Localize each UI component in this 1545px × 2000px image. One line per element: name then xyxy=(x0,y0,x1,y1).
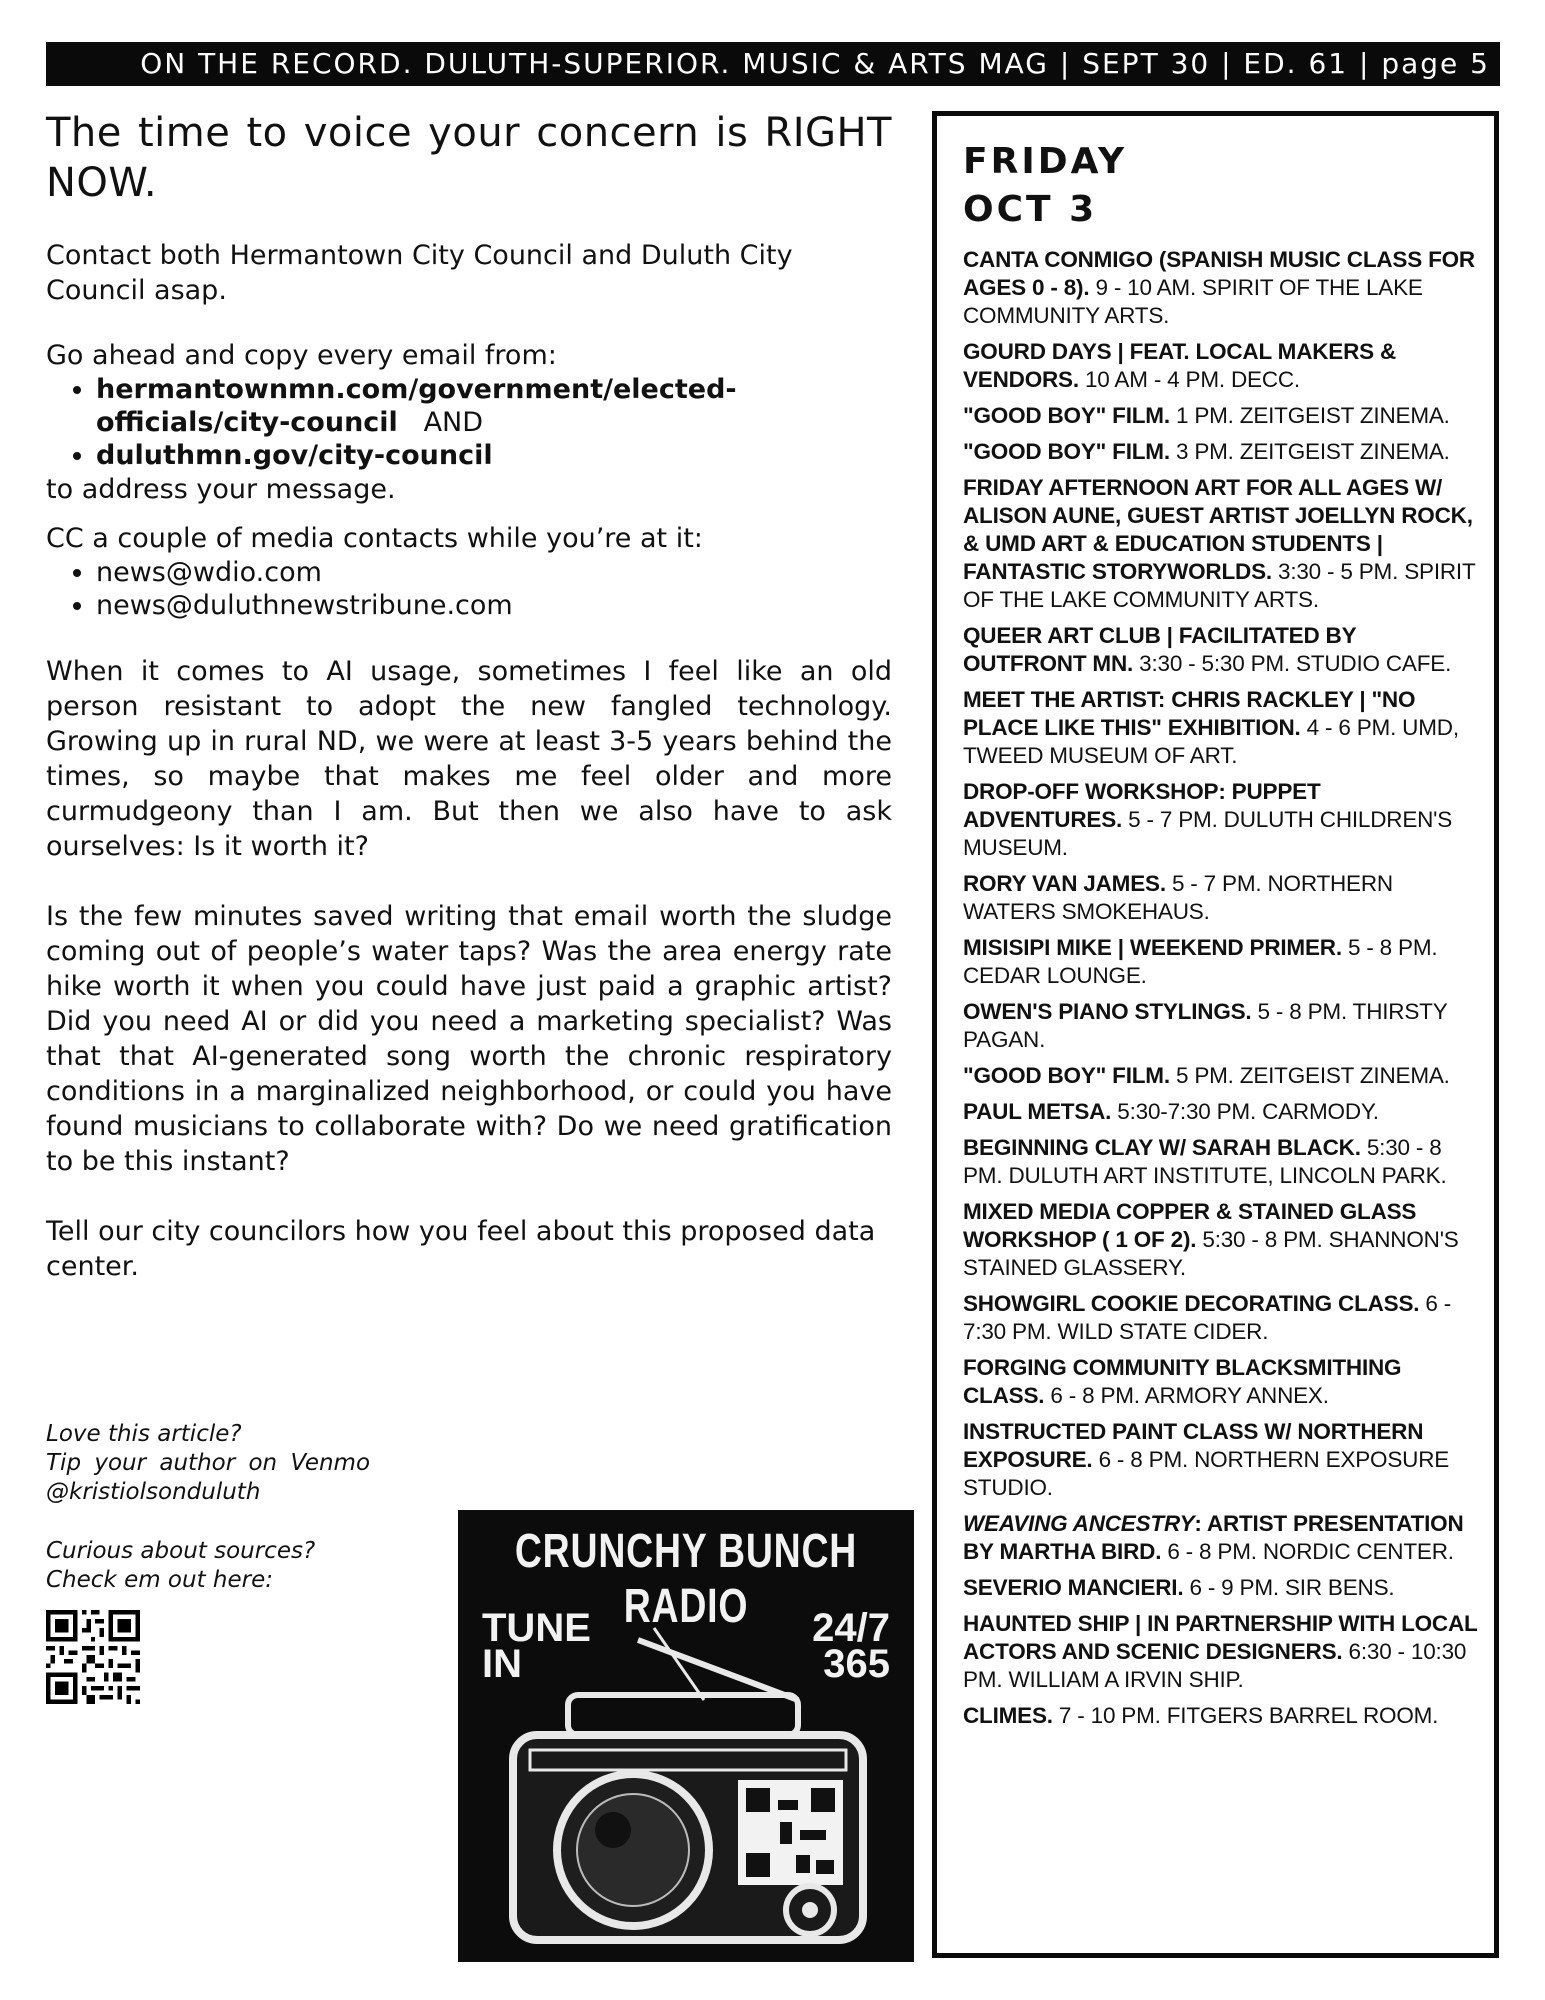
list-item xyxy=(96,439,892,472)
event-details: 3:30 - 5:30 PM. STUDIO CAFE. xyxy=(1139,651,1452,676)
tip-block xyxy=(46,1420,426,1595)
event-title: "GOOD BOY" FILM. xyxy=(963,439,1170,464)
event-title: MEET THE ARTIST: CHRIS RACKLEY | "NO PLACE LIKE THIS" EXHIBITION. xyxy=(963,687,1416,740)
article xyxy=(46,108,892,1284)
event-title: RORY VAN JAMES. xyxy=(963,871,1166,896)
event-details: 9 - 10 AM. SPIRIT OF THE LAKE COMMUNITY ARTS. xyxy=(963,275,1423,328)
event-title: "GOOD BOY" FILM. xyxy=(963,403,1170,428)
venmo-handle[interactable]: @kristiolsonduluth xyxy=(46,1479,261,1505)
event-title: SHOWGIRL COOKIE DECORATING CLASS. xyxy=(963,1291,1420,1316)
event-details: 5:30 - 8 PM. SHANNON'S STAINED GLASSERY. xyxy=(963,1227,1459,1280)
event-details: 5 - 7 PM. NORTHERN WATERS SMOKEHAUS. xyxy=(963,871,1393,924)
event-item xyxy=(963,438,1483,466)
radio-ad-title: CRUNCHY BUNCH RADIO xyxy=(514,1525,858,1633)
list-item xyxy=(96,373,892,439)
hours-text: 24/7 xyxy=(812,1606,890,1650)
sidebar-date-heading xyxy=(963,138,1127,234)
media-email-wdio[interactable]: • news@wdio.com xyxy=(96,556,892,589)
and-text: AND xyxy=(423,407,484,438)
event-item xyxy=(963,402,1483,430)
event-details: 4 - 6 PM. UMD, TWEED MUSEUM OF ART. xyxy=(963,715,1459,768)
event-details: 5 - 7 PM. DULUTH CHILDREN'S MUSEUM. xyxy=(963,807,1453,860)
event-details: 5:30-7:30 PM. CARMODY. xyxy=(1117,1099,1379,1124)
event-details: 5 - 8 PM. THIRSTY PAGAN. xyxy=(963,999,1448,1052)
event-details: 1 PM. ZEITGEIST ZINEMA. xyxy=(1175,403,1450,428)
ai-paragraph: When it comes to AI usage, sometimes I feel like an old person resistant to adopt the new fangled technology. Growing up in rural ND, we were at least 3-5 years behind the times, so maybe that makes me feel older and more curmudgeony than I am. But then we also have to ask ourselves: Is it worth it? xyxy=(46,656,892,862)
tell-paragraph: Tell our city councilors how you feel about this proposed data center. xyxy=(46,1216,876,1282)
event-item xyxy=(963,778,1483,862)
tip-line-1: Love this article? xyxy=(46,1421,242,1447)
event-title: HAUNTED SHIP | IN PARTNERSHIP WITH LOCAL ACTORS AND SCENIC DESIGNERS. xyxy=(963,1611,1478,1664)
event-details: 7 - 10 PM. FITGERS BARREL ROOM. xyxy=(1058,1703,1439,1728)
event-details: 3 PM. ZEITGEIST ZINEMA. xyxy=(1175,439,1450,464)
event-item xyxy=(963,1354,1483,1410)
event-details: 10 AM - 4 PM. DECC. xyxy=(1084,367,1300,392)
event-item xyxy=(963,934,1483,990)
event-details: 6 - 8 PM. ARMORY ANNEX. xyxy=(1050,1383,1329,1408)
address-text: to address your message. xyxy=(46,474,396,505)
radio-schedule xyxy=(812,1606,890,1686)
event-title: BEGINNING CLAY W/ SARAH BLACK. xyxy=(963,1135,1361,1160)
crunchy-bunch-radio-ad xyxy=(458,1510,914,1962)
media-email-newstribune[interactable]: • news@duluthnewstribune.com xyxy=(96,589,892,622)
event-title: INSTRUCTED PAINT CLASS W/ NORTHERN EXPOSURE. xyxy=(963,1419,1424,1472)
event-title: CLIMES. xyxy=(963,1703,1053,1728)
event-list xyxy=(963,246,1483,1738)
event-item xyxy=(963,1418,1483,1502)
event-details: 5 PM. ZEITGEIST ZINEMA. xyxy=(1175,1063,1450,1088)
event-title: MISISIPI MIKE | WEEKEND PRIMER. xyxy=(963,935,1342,960)
event-details: 3:30 - 5 PM. SPIRIT OF THE LAKE COMMUNITY ARTS. xyxy=(963,559,1476,612)
sources-qr-code[interactable] xyxy=(46,1610,140,1704)
event-details: 5 - 8 PM. CEDAR LOUNGE. xyxy=(963,935,1438,988)
event-item xyxy=(963,1610,1483,1694)
cc-intro: CC a couple of media contacts while you’re at it: xyxy=(46,523,703,554)
event-title: FORGING COMMUNITY BLACKSMITHING CLASS. xyxy=(963,1355,1402,1408)
sources-line-2: Check em out here: xyxy=(46,1567,273,1593)
event-item xyxy=(963,1574,1483,1602)
event-details: 6 - 8 PM. NORDIC CENTER. xyxy=(1167,1539,1454,1564)
in-text: IN xyxy=(482,1642,522,1686)
event-item xyxy=(963,1198,1483,1282)
event-title: SEVERIO MANCIERI. xyxy=(963,1575,1184,1600)
event-title: MIXED MEDIA COPPER & STAINED GLASS WORKSHOP ( 1 OF 2). xyxy=(963,1199,1417,1252)
event-item xyxy=(963,1134,1483,1190)
media-contact-list xyxy=(46,556,892,622)
event-details: 6 - 7:30 PM. WILD STATE CIDER. xyxy=(963,1291,1452,1344)
events-sidebar xyxy=(932,111,1499,1958)
event-item xyxy=(963,1702,1483,1730)
copy-intro: Go ahead and copy every email from: xyxy=(46,340,557,371)
event-item xyxy=(963,338,1483,394)
event-item xyxy=(963,870,1483,926)
event-title: PAUL METSA. xyxy=(963,1099,1112,1124)
event-details: 6 - 9 PM. SIR BENS. xyxy=(1189,1575,1395,1600)
questions-paragraph: Is the few minutes saved writing that email worth the sludge coming out of people’s water taps? Was the area energy rate hike worth it when you could have just paid a graphic artist? Did you need AI or did you need a marketing specialist? Was that that AI-generated song worth the chronic respiratory conditions in a marginalized neighborhood, or could you have found musicians to collaborate with? Do we need gratification to be this instant? xyxy=(46,901,892,1177)
event-title-italic: WEAVING ANCESTRY xyxy=(963,1511,1195,1536)
event-details: 6:30 - 10:30 PM. WILLIAM A IRVIN SHIP. xyxy=(963,1639,1467,1692)
sources-line-1: Curious about sources? xyxy=(46,1538,316,1564)
event-item xyxy=(963,622,1483,678)
hermantown-link[interactable]: hermantownmn.com/government/elected-officials/city-council xyxy=(96,374,737,438)
event-title: OWEN'S PIANO STYLINGS. xyxy=(963,999,1252,1024)
event-item xyxy=(963,1290,1483,1346)
event-title: DROP-OFF WORKSHOP: PUPPET ADVENTURES. xyxy=(963,779,1321,832)
event-title: FRIDAY AFTERNOON ART FOR ALL AGES W/ ALISON AUNE, GUEST ARTIST JOELLYN ROCK, & UMD ART & EDUCATION STUDENTS | FANTASTIC STORYWORLDS. xyxy=(963,475,1473,584)
tune-text: TUNE xyxy=(482,1606,591,1650)
event-details: 6 - 8 PM. NORTHERN EXPOSURE STUDIO. xyxy=(963,1447,1450,1500)
duluth-link[interactable]: duluthmn.gov/city-council xyxy=(96,440,493,471)
event-item xyxy=(963,1510,1483,1566)
radio-tune-in xyxy=(482,1606,591,1686)
days-text: 365 xyxy=(823,1642,890,1686)
event-title: : ARTIST PRESENTATION BY MARTHA BIRD. xyxy=(963,1511,1464,1564)
day-label: FRIDAY xyxy=(963,141,1128,182)
event-item xyxy=(963,686,1483,770)
event-item xyxy=(963,1062,1483,1090)
headline: The time to voice your concern is RIGHT NOW. xyxy=(46,110,892,206)
event-item xyxy=(963,474,1483,614)
event-title: GOURD DAYS | FEAT. LOCAL MAKERS & VENDORS. xyxy=(963,339,1397,392)
event-item xyxy=(963,246,1483,330)
date-label: OCT 3 xyxy=(963,189,1098,230)
event-details: 5:30 - 8 PM. DULUTH ART INSTITUTE, LINCOLN PARK. xyxy=(963,1135,1447,1188)
header-banner: ON THE RECORD. DULUTH-SUPERIOR. MUSIC & ARTS MAG | SEPT 30 | ED. 61 | page 5 xyxy=(46,42,1500,86)
council-link-list xyxy=(46,373,892,472)
event-item xyxy=(963,998,1483,1054)
event-title: CANTA CONMIGO (SPANISH MUSIC CLASS FOR AGES 0 - 8). xyxy=(963,247,1475,300)
event-title: QUEER ART CLUB | FACILITATED BY OUTFRONT MN. xyxy=(963,623,1357,676)
contact-paragraph: Contact both Hermantown City Council and Duluth City Council asap. xyxy=(46,240,793,306)
event-item xyxy=(963,1098,1483,1126)
event-title: "GOOD BOY" FILM. xyxy=(963,1063,1170,1088)
tip-line-2: Tip your author on Venmo xyxy=(46,1450,371,1476)
